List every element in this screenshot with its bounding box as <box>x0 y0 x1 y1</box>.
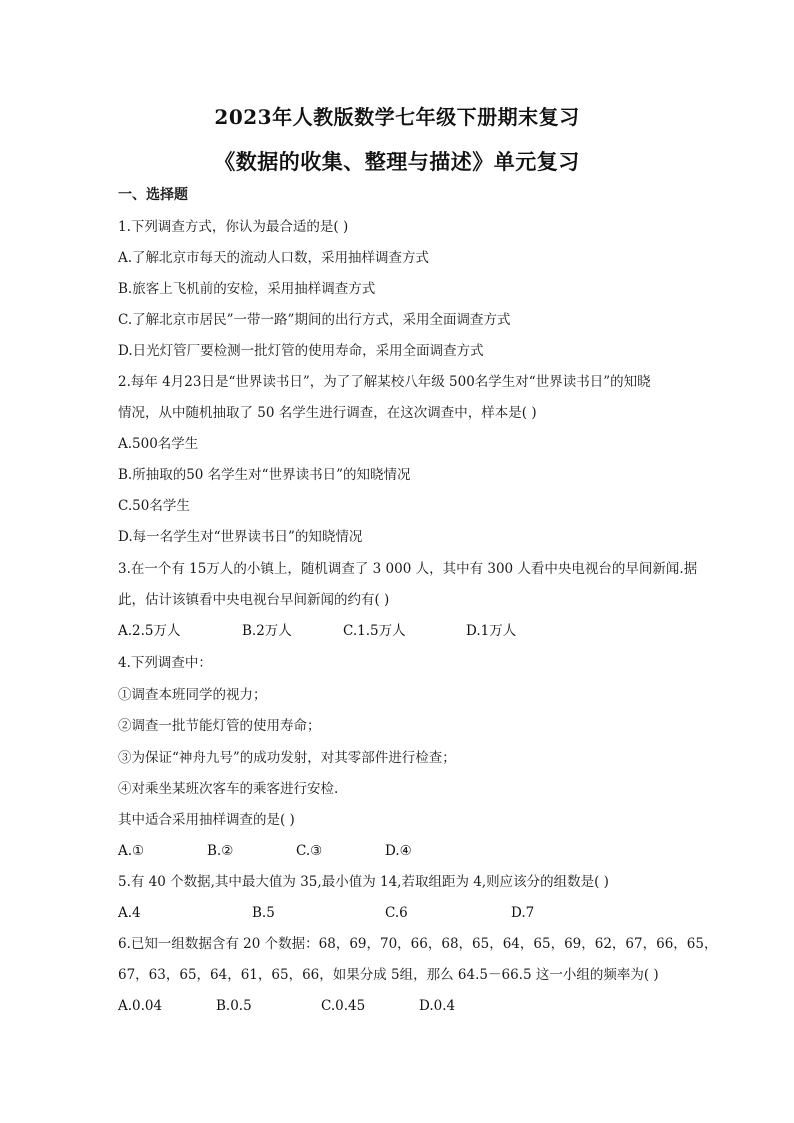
question-5-option-b: B.5 <box>252 905 275 921</box>
question-6-option-c: C.0.45 <box>321 998 366 1014</box>
question-2-option-a: A.500名学生 <box>118 436 199 452</box>
question-1-option-b: B.旅客上飞机前的安检，采用抽样调查方式 <box>118 281 376 297</box>
question-4-stem: 4.下列调查中： <box>118 655 212 671</box>
question-5-option-d: D.7 <box>511 905 535 921</box>
question-1-option-d: D.日光灯管厂要检测一批灯管的使用寿命，采用全面调查方式 <box>118 343 484 359</box>
question-6-option-b: B.0.5 <box>216 998 252 1014</box>
question-4-item-1: ①调查本班同学的视力； <box>118 687 267 703</box>
question-1-option-a: A.了解北京市每天的流动人口数，采用抽样调查方式 <box>118 250 430 266</box>
question-6-stem-line-2: 67，63，65，64，61，65，66，如果分成 5组，那么 64.5－66.5 这一小组的频率为( ) <box>118 967 659 983</box>
question-3-option-c: C.1.5万人 <box>343 623 406 639</box>
question-3-option-d: D.1万人 <box>466 623 517 639</box>
question-4-item-4: ④对乘坐某班次客车的乘客进行安检. <box>118 781 339 797</box>
question-2-option-d: D.每一名学生对“世界读书日”的知晓情况 <box>118 529 363 545</box>
question-2-option-b: B.所抽取的50 名学生对“世界读书日”的知晓情况 <box>118 467 411 483</box>
question-5-option-c: C.6 <box>385 905 408 921</box>
question-4-item-2: ②调查一批节能灯管的使用寿命； <box>118 718 321 734</box>
question-3-option-a: A.2.5万人 <box>118 623 181 639</box>
question-2-stem-line-2: 情况，从中随机抽取了 50 名学生进行调查，在这次调查中，样本是( ) <box>118 405 537 421</box>
document-subtitle: 《数据的收集、整理与描述》单元复习 <box>214 149 580 174</box>
question-3-stem-line-2: 此，估计该镇看中央电视台早间新闻的约有( ) <box>118 592 390 608</box>
question-5-option-a: A.4 <box>118 905 141 921</box>
question-6-option-a: A.0.04 <box>118 998 163 1014</box>
question-4-option-b: B.② <box>207 843 234 859</box>
question-4-option-a: A.① <box>118 843 145 859</box>
question-6-option-d: D.0.4 <box>419 998 456 1014</box>
question-4-option-c: C.③ <box>296 843 323 859</box>
question-4-question: 其中适合采用抽样调查的是( ) <box>118 812 295 828</box>
question-5-stem: 5.有 40 个数据,其中最大值为 35,最小值为 14,若取组距为 4,则应该分的组数是( ) <box>118 874 609 890</box>
question-4-item-3: ③为保证“神舟九号”的成功发射，对其零部件进行检查； <box>118 750 456 766</box>
question-6-stem-line-1: 6.已知一组数据含有 20 个数据：68，69，70，66，68，65，64，65，69，62，67，66，65， <box>118 936 718 952</box>
question-1-option-c: C.了解北京市居民”一带一路”期间的出行方式，采用全面调查方式 <box>118 312 511 328</box>
question-2-option-c: C.50名学生 <box>118 498 190 514</box>
section-heading-choice: 一、选择题 <box>118 187 188 203</box>
document-title: 2023年人教版数学七年级下册期末复习 <box>214 105 580 129</box>
question-3-stem-line-1: 3.在一个有 15万人的小镇上，随机调查了 3 000 人，其中有 300 人看中央电视台的早间新闻.据 <box>118 561 698 577</box>
question-1-stem: 1.下列调查方式，你认为最合适的是( ) <box>118 219 349 235</box>
question-4-option-d: D.④ <box>385 843 412 859</box>
question-2-stem-line-1: 2.每年 4月23日是“世界读书日”，为了了解某校八年级 500名学生对“世界读书日”的知晓 <box>118 374 651 390</box>
question-3-option-b: B.2万人 <box>242 623 292 639</box>
